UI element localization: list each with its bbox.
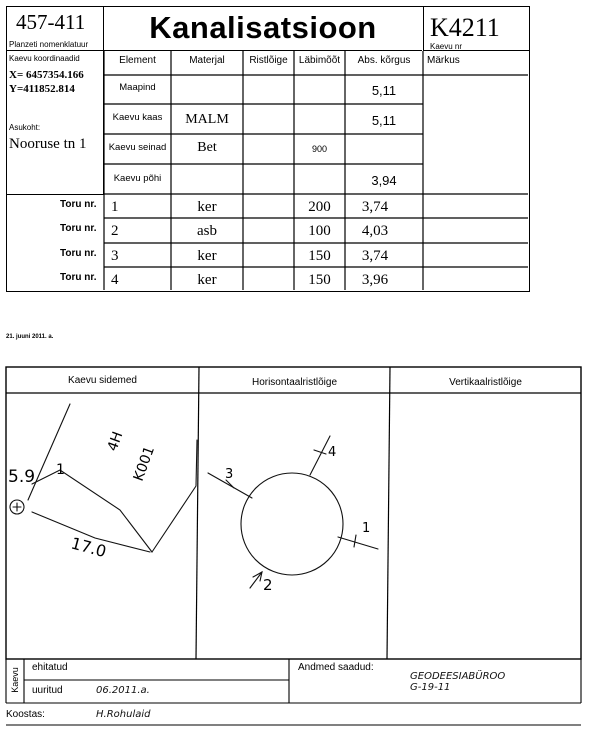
source-label: Andmed saadud: bbox=[298, 662, 374, 673]
pipe-number-label: 2 bbox=[263, 576, 273, 594]
well-number-label: Kaevu nr bbox=[430, 42, 463, 51]
pipe-number-label: 4 bbox=[328, 445, 337, 460]
tie-label: K001 bbox=[130, 444, 159, 484]
tie-label: 1 bbox=[56, 462, 65, 478]
pipe-height: 4,03 bbox=[361, 223, 389, 239]
tie-label: 4H bbox=[104, 429, 127, 454]
col-header-remarks: Märkus bbox=[427, 55, 460, 66]
pipe-nr: 4 bbox=[111, 272, 119, 288]
row-element: Maapind bbox=[119, 82, 156, 93]
pipe-diameter: 200 bbox=[308, 199, 331, 215]
sketch-col-ties: Kaevu sidemed bbox=[68, 375, 137, 386]
source-code: G-19-11 bbox=[410, 682, 451, 693]
row-element: Kaevu põhi bbox=[113, 173, 162, 184]
pipe-number-label: 1 bbox=[362, 521, 371, 536]
col-header-diameter: Läbimõõt bbox=[298, 55, 341, 66]
col-header-height: Abs. kõrgus bbox=[357, 55, 411, 66]
pipe-material: ker bbox=[197, 199, 217, 215]
built-label: ehitatud bbox=[32, 662, 68, 673]
col-header-element: Element bbox=[119, 55, 156, 66]
footer-side-label: Kaevu bbox=[10, 667, 20, 693]
coord-x: X= 6457354.166 bbox=[9, 69, 84, 81]
pipe-height: 3,74 bbox=[361, 199, 389, 215]
pipe-material: ker bbox=[197, 272, 217, 288]
coord-y: Y=411852.814 bbox=[9, 83, 75, 95]
sketch-col-vertical: Vertikaalristlõige bbox=[449, 377, 522, 388]
pipe-number-label: 3 bbox=[225, 467, 234, 482]
pipe-label: Toru nr. bbox=[60, 272, 97, 283]
author-label: Koostas: bbox=[6, 709, 45, 720]
row-height: 5,11 bbox=[371, 83, 397, 98]
row-element: Kaevu kaas bbox=[112, 112, 163, 123]
pipe-nr: 1 bbox=[111, 199, 119, 215]
pipe-label: Toru nr. bbox=[60, 199, 97, 210]
row-height: 3,94 bbox=[371, 173, 397, 188]
sketch-col-horizontal: Horisontaalristlõige bbox=[251, 377, 338, 388]
pipe-diameter: 150 bbox=[308, 248, 331, 264]
tie-label: 5.9 bbox=[8, 467, 36, 487]
pipe-nr: 2 bbox=[111, 223, 119, 239]
page-title: Kanalisatsioon bbox=[104, 6, 422, 51]
pipe-label: Toru nr. bbox=[60, 248, 97, 259]
coords-label: Kaevu koordinaadid bbox=[9, 54, 80, 63]
author-value: H.Rohulaid bbox=[96, 709, 151, 720]
pipe-diameter: 100 bbox=[308, 223, 331, 239]
nomenclature-value: 457-411 bbox=[16, 10, 86, 34]
pipe-height: 3,74 bbox=[361, 248, 389, 264]
well-number-value: K4211 bbox=[430, 13, 500, 42]
measured-label: uuritud bbox=[32, 685, 63, 696]
pipe-nr: 3 bbox=[111, 248, 119, 264]
nomenclature-label: Planzeti nomenklatuur bbox=[9, 40, 89, 49]
pipe-label: Toru nr. bbox=[60, 223, 97, 234]
row-height: 5,11 bbox=[371, 113, 397, 128]
row-material: Bet bbox=[197, 140, 217, 155]
location-label: Asukoht: bbox=[9, 123, 41, 132]
row-element: Kaevu seinad bbox=[108, 142, 167, 153]
date-stamp: 21. juuni 2011. a. bbox=[6, 334, 54, 340]
pipe-material: asb bbox=[197, 223, 217, 239]
row-material: MALM bbox=[185, 112, 229, 127]
location-value: Nooruse tn 1 bbox=[9, 136, 87, 152]
row-diameter: 900 bbox=[311, 144, 328, 154]
tie-label: 17.0 bbox=[68, 533, 109, 562]
pipe-diameter: 150 bbox=[308, 272, 331, 288]
source-value: GEODEESIABÜROO bbox=[410, 671, 506, 682]
pipe-height: 3,96 bbox=[361, 272, 389, 288]
pipe-material: ker bbox=[197, 248, 217, 264]
col-header-cross-section: Ristlõige bbox=[249, 55, 288, 66]
measured-value: 06.2011.a. bbox=[96, 685, 150, 696]
col-header-material: Materjal bbox=[189, 55, 225, 66]
